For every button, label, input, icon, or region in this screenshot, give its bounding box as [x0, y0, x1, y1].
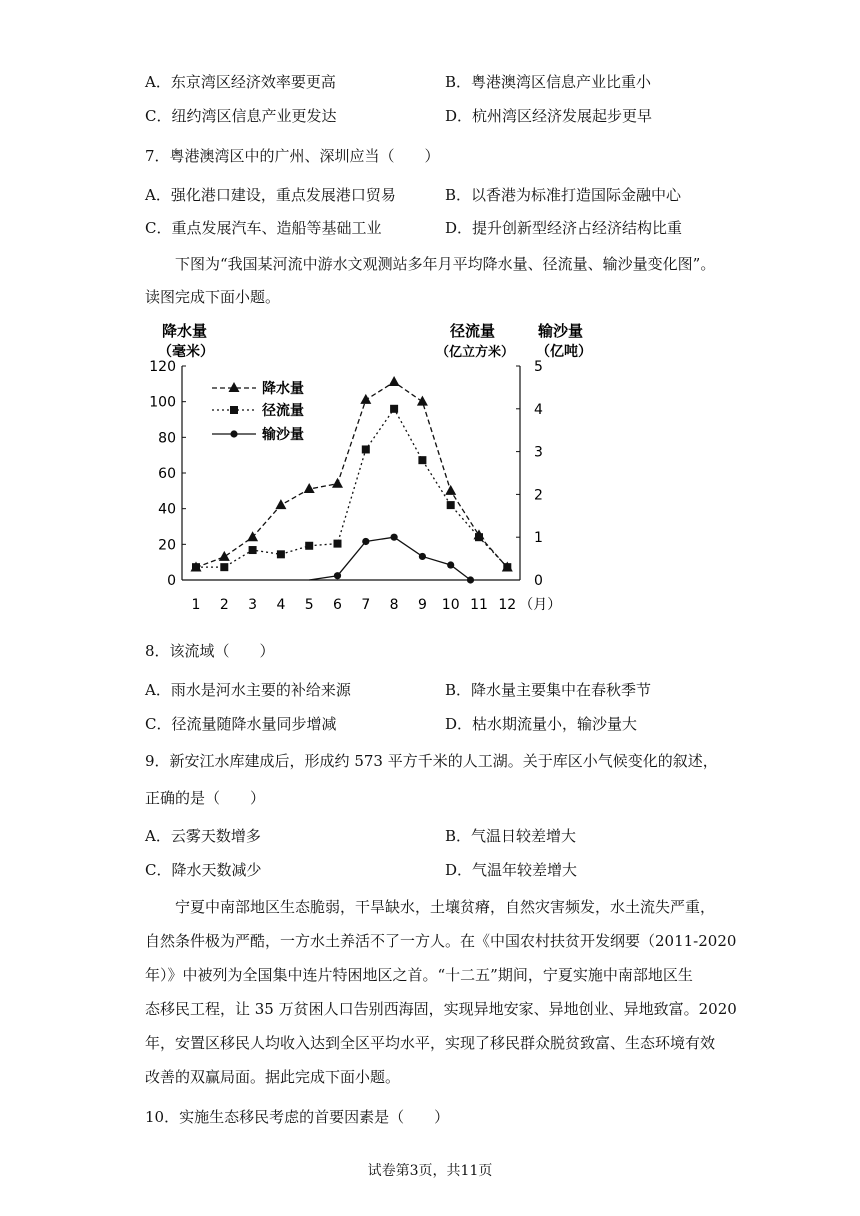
legend-label-1: 降水量 — [262, 381, 304, 397]
x-tick-label: 10 — [441, 597, 460, 613]
series-1-point — [389, 376, 400, 386]
series-2-point — [277, 550, 285, 558]
series-2-point — [192, 563, 200, 571]
x-tick-label: 12 — [498, 597, 517, 613]
x-tick-label: 7 — [361, 597, 371, 613]
series-line-3 — [309, 537, 470, 580]
series-1-point — [417, 396, 428, 406]
q9-stem-line2: 正确的是（ ） — [145, 789, 266, 807]
series-3-point — [391, 534, 398, 541]
passage-line1: 宁夏中南部地区生态脆弱，干旱缺水，土壤贫瘠，自然灾害频发，水土流失严重， — [175, 898, 716, 916]
passage-line4: 态移民工程，让 35 万贫困人口告别西海固，实现异地安家、异地创业、异地致富。2020 — [145, 1000, 737, 1018]
passage-line2: 自然条件极为严酷，一方水土养活不了一方人。在《中国农村扶贫开发纲要（2011-2020 — [145, 932, 737, 950]
q6-option-d: D．杭州湾区经济发展起步更早 — [445, 107, 653, 125]
x-tick-label: 3 — [248, 597, 258, 613]
page-footer: 试卷第3页，共11页 — [367, 1163, 493, 1179]
series-1-point — [360, 394, 371, 404]
q9-option-a: A．云雾天数增多 — [145, 827, 261, 845]
left-axis-label: 降水量 — [162, 322, 208, 340]
chart-intro-line1: 下图为“我国某河流中游水文观测站多年月平均降水量、径流量、输沙量变化图”。 — [175, 255, 716, 273]
q8-option-a: A．雨水是河水主要的补给来源 — [145, 681, 351, 699]
right-axis-2-label: 输沙量 — [538, 322, 584, 340]
series-2-point — [362, 445, 370, 453]
series-3-point — [467, 576, 474, 583]
q7-option-c: C．重点发展汽车、造船等基础工业 — [145, 219, 382, 237]
x-tick-label: 1 — [191, 597, 201, 613]
series-1-point — [304, 483, 315, 493]
q6-option-c: C．纽约湾区信息产业更发达 — [145, 107, 337, 125]
series-1-point — [219, 551, 230, 561]
right-tick-label: 1 — [534, 530, 543, 547]
series-line-2 — [196, 409, 507, 567]
left-tick-label: 20 — [158, 537, 176, 554]
series-2-point — [334, 540, 342, 548]
q10-stem: 10．实施生态移民考虑的首要因素是（ ） — [145, 1108, 450, 1126]
series-2-point — [475, 533, 483, 541]
passage-line5: 年，安置区移民人均收入达到全区平均水平，实现了移民群众脱贫致富、生态环境有效 — [145, 1034, 716, 1052]
x-tick-label: 4 — [276, 597, 286, 613]
series-3-point — [447, 561, 454, 568]
passage-line3: 年）》中被列为全国集中连片特困地区之首。“十二五”期间，宁夏实施中南部地区生 — [145, 966, 693, 984]
right-tick-label: 0 — [534, 573, 543, 589]
legend-label-3: 输沙量 — [262, 427, 304, 443]
series-2-point — [305, 542, 313, 550]
q8-option-d: D．枯水期流量小，输沙量大 — [445, 715, 638, 733]
series-3-point — [419, 553, 426, 560]
left-axis-unit: （毫米） — [158, 344, 214, 360]
legend-marker-1 — [229, 382, 240, 392]
right-tick-label: 5 — [534, 359, 543, 375]
q9-stem-line1: 9．新安江水库建成后，形成约 573 平方千米的人工湖。关于库区小气候变化的叙述， — [145, 752, 718, 770]
x-tick-label: 2 — [219, 597, 229, 613]
series-2-point — [447, 501, 455, 509]
x-tick-label: 6 — [333, 597, 342, 613]
q7-option-a: A．强化港口建设，重点发展港口贸易 — [145, 186, 396, 204]
x-tick-label: 9 — [417, 597, 427, 613]
right-tick-label: 3 — [534, 444, 543, 461]
right-axis-2-unit: （亿吨） — [536, 344, 592, 360]
q7-stem: 7．粤港澳湾区中的广州、深圳应当（ ） — [145, 147, 440, 165]
q8-stem: 8．该流域（ ） — [145, 642, 275, 660]
series-1-point — [332, 478, 343, 488]
series-1-point — [275, 499, 286, 509]
q6-option-a: A．东京湾区经济效率要更高 — [145, 73, 336, 91]
right-axis-1-label: 径流量 — [450, 322, 496, 340]
left-tick-label: 80 — [158, 430, 176, 447]
legend-label-2: 径流量 — [262, 403, 304, 419]
series-2-point — [220, 563, 228, 571]
series-2-point — [418, 456, 426, 464]
left-tick-label: 60 — [158, 466, 176, 482]
series-3-point — [334, 572, 341, 579]
x-tick-label: 8 — [389, 597, 399, 613]
left-tick-label: 120 — [149, 359, 176, 375]
q7-option-d: D．提升创新型经济占经济结构比重 — [445, 219, 683, 237]
right-axis-1-unit: （亿立方米） — [436, 345, 515, 360]
chart-intro-line2: 读图完成下面小题。 — [145, 288, 281, 306]
series-2-point — [249, 546, 257, 554]
q9-option-c: C．降水天数减少 — [145, 861, 262, 879]
series-2-point — [390, 405, 398, 413]
hydrology-chart — [140, 318, 620, 618]
q7-option-b: B．以香港为标准打造国际金融中心 — [445, 186, 682, 204]
right-tick-label: 4 — [534, 401, 543, 418]
left-tick-label: 40 — [158, 501, 176, 518]
q9-option-b: B．气温日较差增大 — [445, 827, 577, 845]
q8-option-b: B．降水量主要集中在春秋季节 — [445, 681, 652, 699]
x-tick-label: 5 — [304, 597, 314, 613]
passage-line6: 改善的双赢局面。据此完成下面小题。 — [145, 1068, 401, 1086]
series-1-point — [445, 485, 456, 495]
q8-option-c: C．径流量随降水量同步增减 — [145, 715, 337, 733]
x-tick-label: 11 — [470, 597, 488, 613]
series-3-point — [362, 538, 369, 545]
q6-option-b: B．粤港澳湾区信息产业比重小 — [445, 73, 652, 91]
q9-option-d: D．气温年较差增大 — [445, 861, 578, 879]
x-axis-unit: （月） — [519, 597, 562, 613]
left-tick-label: 100 — [149, 394, 176, 411]
left-tick-label: 0 — [167, 573, 176, 589]
series-1-point — [247, 531, 258, 541]
series-2-point — [503, 563, 511, 571]
right-tick-label: 2 — [534, 487, 543, 504]
